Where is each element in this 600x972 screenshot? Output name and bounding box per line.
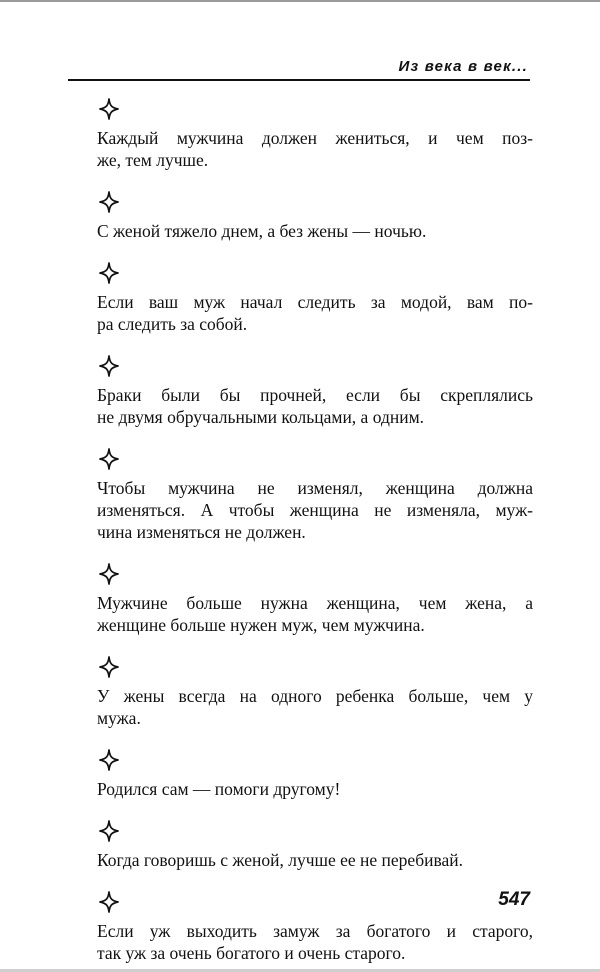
aphorism-entry (97, 448, 533, 543)
aphorism-entry (97, 191, 533, 242)
aphorism-line: С женой тяжело днем, а без жены — ночью. (97, 221, 427, 241)
aphorism-line: Каждый мужчина должен жениться, и чем поз- (97, 128, 533, 148)
aphorism-line: Браки были бы прочней, если бы скреплялись (97, 385, 533, 405)
four-point-star-icon (99, 355, 119, 377)
aphorism-text (97, 920, 533, 964)
aphorism-line: ра следить за собой. (97, 314, 248, 334)
aphorism-line: Когда говоришь с женой, лучше ее не перебивай. (97, 850, 464, 870)
aphorism-text (97, 220, 533, 242)
aphorism-line: так уж за очень богатого и очень старого. (97, 943, 406, 963)
aphorism-text (97, 685, 533, 729)
aphorism-line: У жены всегда на одного ребенка больше, чем у (97, 686, 533, 706)
running-title: Из века в век... (398, 58, 528, 75)
aphorism-line: изменяться. А чтобы женщина не изменяла, муж- (97, 500, 533, 520)
four-point-star-icon (99, 563, 119, 585)
aphorism-entry (97, 98, 533, 171)
four-point-star-icon (99, 191, 119, 213)
four-point-star-icon (99, 262, 119, 284)
four-point-star-icon (99, 448, 119, 470)
page-number: 547 (498, 889, 530, 910)
aphorism-entry (97, 656, 533, 729)
four-point-star-icon (99, 891, 119, 913)
aphorism-line: Если ваш муж начал следить за модой, вам по- (97, 292, 533, 312)
aphorism-entry (97, 262, 533, 335)
header-rule (68, 79, 530, 81)
four-point-star-icon (99, 820, 119, 842)
aphorism-entry (97, 563, 533, 636)
aphorism-entry (97, 891, 533, 964)
aphorism-text (97, 849, 533, 871)
aphorism-entry (97, 749, 533, 800)
aphorism-text (97, 291, 533, 335)
aphorism-line: чина изменяться не должен. (97, 522, 306, 542)
aphorism-text (97, 477, 533, 543)
aphorism-line: Чтобы мужчина не изменял, женщина должна (97, 478, 533, 498)
aphorism-line: Если уж выходить замуж за богатого и старого, (97, 921, 533, 941)
four-point-star-icon (99, 656, 119, 678)
aphorism-text (97, 127, 533, 171)
aphorism-text (97, 778, 533, 800)
aphorism-line: женщине больше нужен муж, чем мужчина. (97, 615, 425, 635)
aphorism-line: же, тем лучше. (97, 150, 209, 170)
aphorism-line: мужа. (97, 708, 141, 728)
page-top-edge (0, 0, 600, 2)
four-point-star-icon (99, 749, 119, 771)
aphorism-text (97, 384, 533, 428)
aphorism-entry (97, 820, 533, 871)
aphorism-list (97, 92, 533, 964)
aphorism-text (97, 592, 533, 636)
four-point-star-icon (99, 98, 119, 120)
aphorism-line: не двумя обручальными кольцами, а одним. (97, 407, 425, 427)
aphorism-entry (97, 355, 533, 428)
aphorism-line: Мужчине больше нужна женщина, чем жена, а (97, 593, 533, 613)
aphorism-line: Родился сам — помоги другому! (97, 779, 341, 799)
